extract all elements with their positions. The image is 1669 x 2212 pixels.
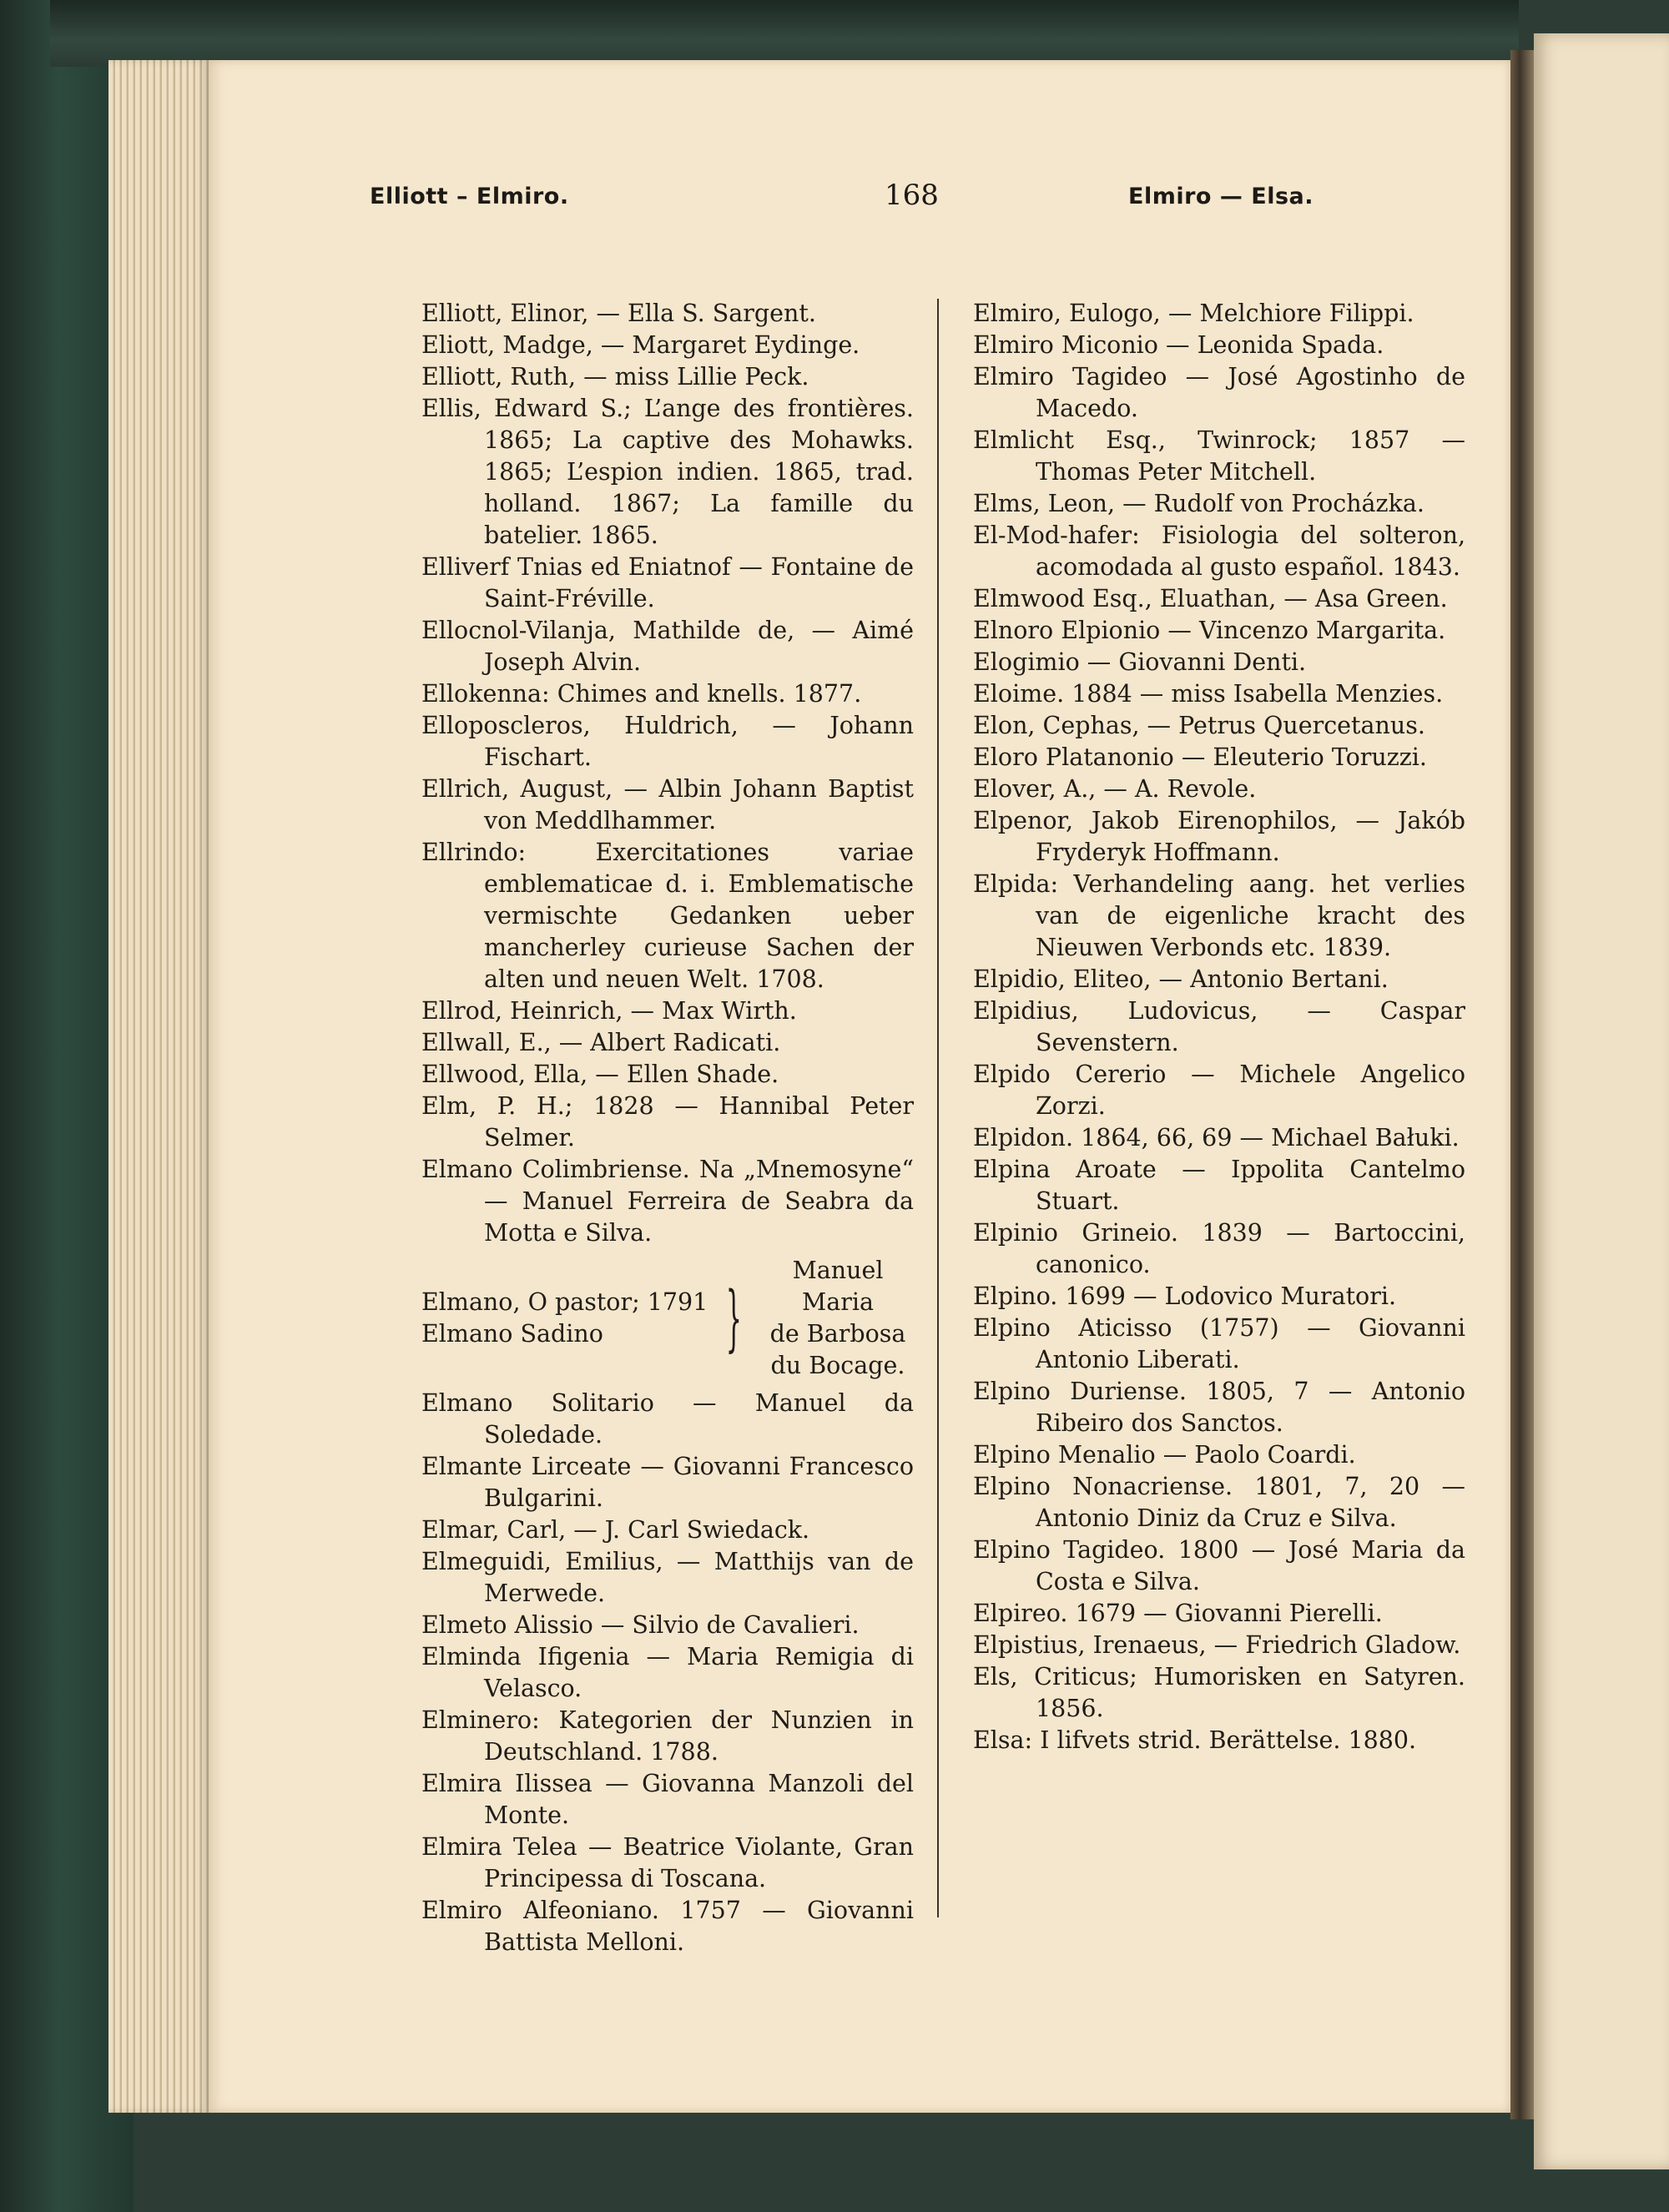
entry: Elminda Ifigenia — Maria Remigia di Velasco. [421,1643,914,1702]
entry: Elmar, Carl, — J. Carl Swiedack. [421,1516,810,1544]
entry: Elpino Duriense. 1805, 7 — Antonio Ribeiro dos Sanctos. [973,1378,1465,1437]
book-gutter [1510,50,1534,2119]
entry: Elloposcleros, Huldrich, — Johann Fischart. [421,712,914,771]
entry: Eloime. 1884 — miss Isabella Menzies. [973,680,1444,708]
entry: Elmiro Alfeoniano. 1757 — Giovanni Battista Melloni. [421,1897,914,1956]
entry: Elliott, Elinor, — Ella S. Sargent. [421,300,816,327]
entry: Elliott, Ruth, — miss Lillie Peck. [421,363,809,391]
entry: Ellrod, Heinrich, — Max Wirth. [421,997,797,1025]
entry: Elpidio, Eliteo, — Antonio Bertani. [973,965,1389,993]
entry: Elpino. 1699 — Lodovico Muratori. [973,1282,1397,1310]
left-column [421,298,914,1958]
brace-icon: } [726,1277,743,1360]
brace-target-line: Manuel Maria [792,1257,884,1316]
entry: Elmira Telea — Beatrice Violante, Gran Principessa di Toscana. [421,1833,914,1892]
entry: Elpino Tagideo. 1800 — José Maria da Costa e Silva. [973,1536,1465,1595]
entry: Elmlicht Esq., Twinrock; 1857 — Thomas Peter Mitchell. [973,426,1465,486]
page-edges [108,60,209,2113]
column-divider [937,299,939,1917]
entry: Ellrindo: Exercitationes variae emblematicae d. i. Emblematische vermischte Gedanken ueber mancherley curieuse Sachen der alten und neuen Welt. 1708. [421,839,914,993]
brace-name: Elmano Sadino [421,1320,603,1348]
brace-group-entry [421,1255,914,1382]
entry: Elmante Lirceate — Giovanni Francesco Bulgarini. [421,1453,914,1512]
entry: Elpino Aticisso (1757) — Giovanni Antonio Liberati. [973,1314,1465,1373]
entry: Ellokenna: Chimes and knells. 1877. [421,680,862,708]
running-header [0,179,1669,220]
entry: Ellrich, August, — Albin Johann Baptist von Meddlhammer. [421,775,914,834]
entry: Elogimio — Giovanni Denti. [973,648,1307,676]
facing-page-edge [1534,33,1669,2169]
entry: Elpidius, Ludovicus, — Caspar Sevenstern. [973,997,1465,1056]
book-cover-top [50,0,1519,67]
brace-target-line: du Bocage. [770,1352,905,1379]
entry: Elmira Ilissea — Giovanna Manzoli del Monte. [421,1770,914,1829]
header-left: Elliott – Elmiro. [370,184,569,209]
header-right: Elmiro — Elsa. [1128,184,1314,209]
brace-target [762,1255,914,1382]
entry: Elmiro Tagideo — José Agostinho de Macedo. [973,363,1465,422]
entry: Elpina Aroate — Ippolita Cantelmo Stuart. [973,1156,1465,1215]
entry: Els, Criticus; Humorisken en Satyren. 1856. [973,1663,1465,1722]
entry: Elpino Nonacriense. 1801, 7, 20 — Antonio Diniz da Cruz e Silva. [973,1473,1465,1532]
entry: Ellwall, E., — Albert Radicati. [421,1029,781,1056]
entry: Elpino Menalio — Paolo Coardi. [973,1441,1356,1469]
page-number: 168 [885,179,939,212]
entry: Elmiro Miconio — Leonida Spada. [973,331,1384,359]
entry: Elpinio Grineio. 1839 — Bartoccini, canonico. [973,1219,1465,1278]
brace-name: Elmano, O pastor; 1791 [421,1288,708,1316]
entry: Elpidon. 1864, 66, 69 — Michael Bałuki. [973,1124,1460,1151]
entry: Elpenor, Jakob Eirenophilos, — Jakób Fryderyk Hoffmann. [973,807,1465,866]
entry: Elm, P. H.; 1828 — Hannibal Peter Selmer. [421,1092,914,1151]
entry: Elmeguidi, Emilius, — Matthijs van de Merwede. [421,1548,914,1607]
entry: Elmeto Alissio — Silvio de Cavalieri. [421,1611,860,1639]
entry: Elnoro Elpionio — Vincenzo Margarita. [973,617,1446,644]
entry: Elmano Colimbriense. Na „Mnemosyne“ — Manuel Ferreira de Seabra da Motta e Silva. [421,1156,914,1247]
entry: Ellwood, Ella, — Ellen Shade. [421,1061,779,1088]
entry: Elpireo. 1679 — Giovanni Pierelli. [973,1600,1383,1627]
entry: Elmwood Esq., Eluathan, — Asa Green. [973,585,1448,612]
entry: Elmiro, Eulogo, — Melchiore Filippi. [973,300,1414,327]
brace-names [421,1287,708,1350]
entry: Elsa: I lifvets strid. Berättelse. 1880. [973,1726,1417,1754]
brace-target-line: de Barbosa [769,1320,906,1348]
entry: Elliverf Tnias ed Eniatnof — Fontaine de Saint-Fréville. [421,553,914,612]
entry: Eliott, Madge, — Margaret Eydinge. [421,331,860,359]
entry: Elminero: Kategorien der Nunzien in Deutschland. 1788. [421,1706,914,1766]
entry: Ellis, Edward S.; L’ange des frontières. 1865; La captive des Mohawks. 1865; L’espion indien. 1865, trad. holland. 1867; La famille du batelier. 1865. [421,395,914,549]
entry: Elpistius, Irenaeus, — Friedrich Gladow. [973,1631,1461,1659]
entry: Elms, Leon, — Rudolf von Procházka. [973,490,1424,517]
entry: El-Mod-hafer: Fisiologia del solteron, acomodada al gusto español. 1843. [973,522,1465,581]
entry: Elpida: Verhandeling aang. het verlies van de eigenliche kracht des Nieuwen Verbonds etc. 1839. [973,870,1465,961]
entry: Elover, A., — A. Revole. [973,775,1257,803]
entry: Ellocnol-Vilanja, Mathilde de, — Aimé Joseph Alvin. [421,617,914,676]
entry: Eloro Platanonio — Eleuterio Toruzzi. [973,743,1427,771]
entry: Elon, Cephas, — Petrus Quercetanus. [973,712,1425,739]
entry: Elmano Solitario — Manuel da Soledade. [421,1389,914,1449]
right-column [973,298,1465,1756]
entry: Elpido Cererio — Michele Angelico Zorzi. [973,1061,1465,1120]
